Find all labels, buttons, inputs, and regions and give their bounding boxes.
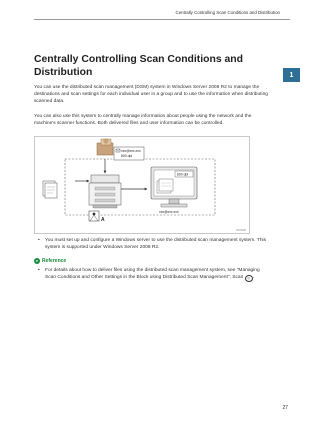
- bullet-dot: •: [38, 268, 40, 273]
- running-header: Centrally Controlling Scan Conditions and Distribution: [175, 10, 280, 15]
- header-rule: [34, 19, 290, 20]
- document-stack-icon: [43, 181, 57, 198]
- user-a-letter: A: [101, 217, 105, 223]
- page-number: 27: [282, 405, 288, 411]
- dsm-diagram: [35, 137, 249, 233]
- bullet-dot: •: [38, 238, 40, 243]
- reference-heading: [34, 257, 66, 264]
- dsm-illustration: [34, 136, 250, 234]
- bullet-reference-text-wrap: For details about how to deliver files using the distributed scan management system, see "Managing Scan Conditions and Other Settings in the Block using Distributed Scan Management", Scan ◎ .: [45, 268, 260, 281]
- user-avatar-icon: [103, 138, 108, 143]
- monitor-email-label: xxx@xxx.xxx: [159, 210, 179, 214]
- card-dpi-label: 600 dpi: [121, 154, 133, 158]
- bullet-server-setup-text: You must set up and configure a Windows server to use the distributed scan management system. This system is supported under Windows Server 2008 R2.: [45, 238, 267, 251]
- bullet-server-setup: [38, 237, 268, 251]
- bullet-reference-text: For details about how to deliver files using the distributed scan management system, see "Managing Scan Conditions and Other Settings in the Block using Distributed Scan Management", Scan: [45, 268, 260, 281]
- reference-label: Reference: [42, 257, 67, 264]
- scan-icon: ◎: [245, 275, 253, 282]
- intro-paragraph: You can use the distributed scan management (DSM) system in Windows Server 2008 R2 to manage the destinations and scan settings for each individual user in a group and to use the information when distributing scanned data.: [34, 85, 268, 105]
- management-paragraph: You can also use this system to centrally manage information about people using the network and the machine's scanner functions. Both delivered files and user information can be controlled.: [34, 114, 252, 127]
- user-a-icon: [89, 211, 99, 221]
- page-title: Centrally Controlling Scan Conditions and Distribution: [34, 54, 243, 78]
- chapter-tab: 1: [283, 68, 300, 82]
- reference-icon: ⌕: [35, 257, 39, 263]
- monitor-dpi-label: 600 dpi: [177, 172, 189, 177]
- figure-code: DSC090: [236, 229, 246, 232]
- card-email-label: xxx@xxx.xxx: [121, 148, 141, 153]
- multifunction-printer-icon: [89, 175, 121, 208]
- bullet-reference: [38, 267, 268, 282]
- mail-icon: [116, 149, 120, 152]
